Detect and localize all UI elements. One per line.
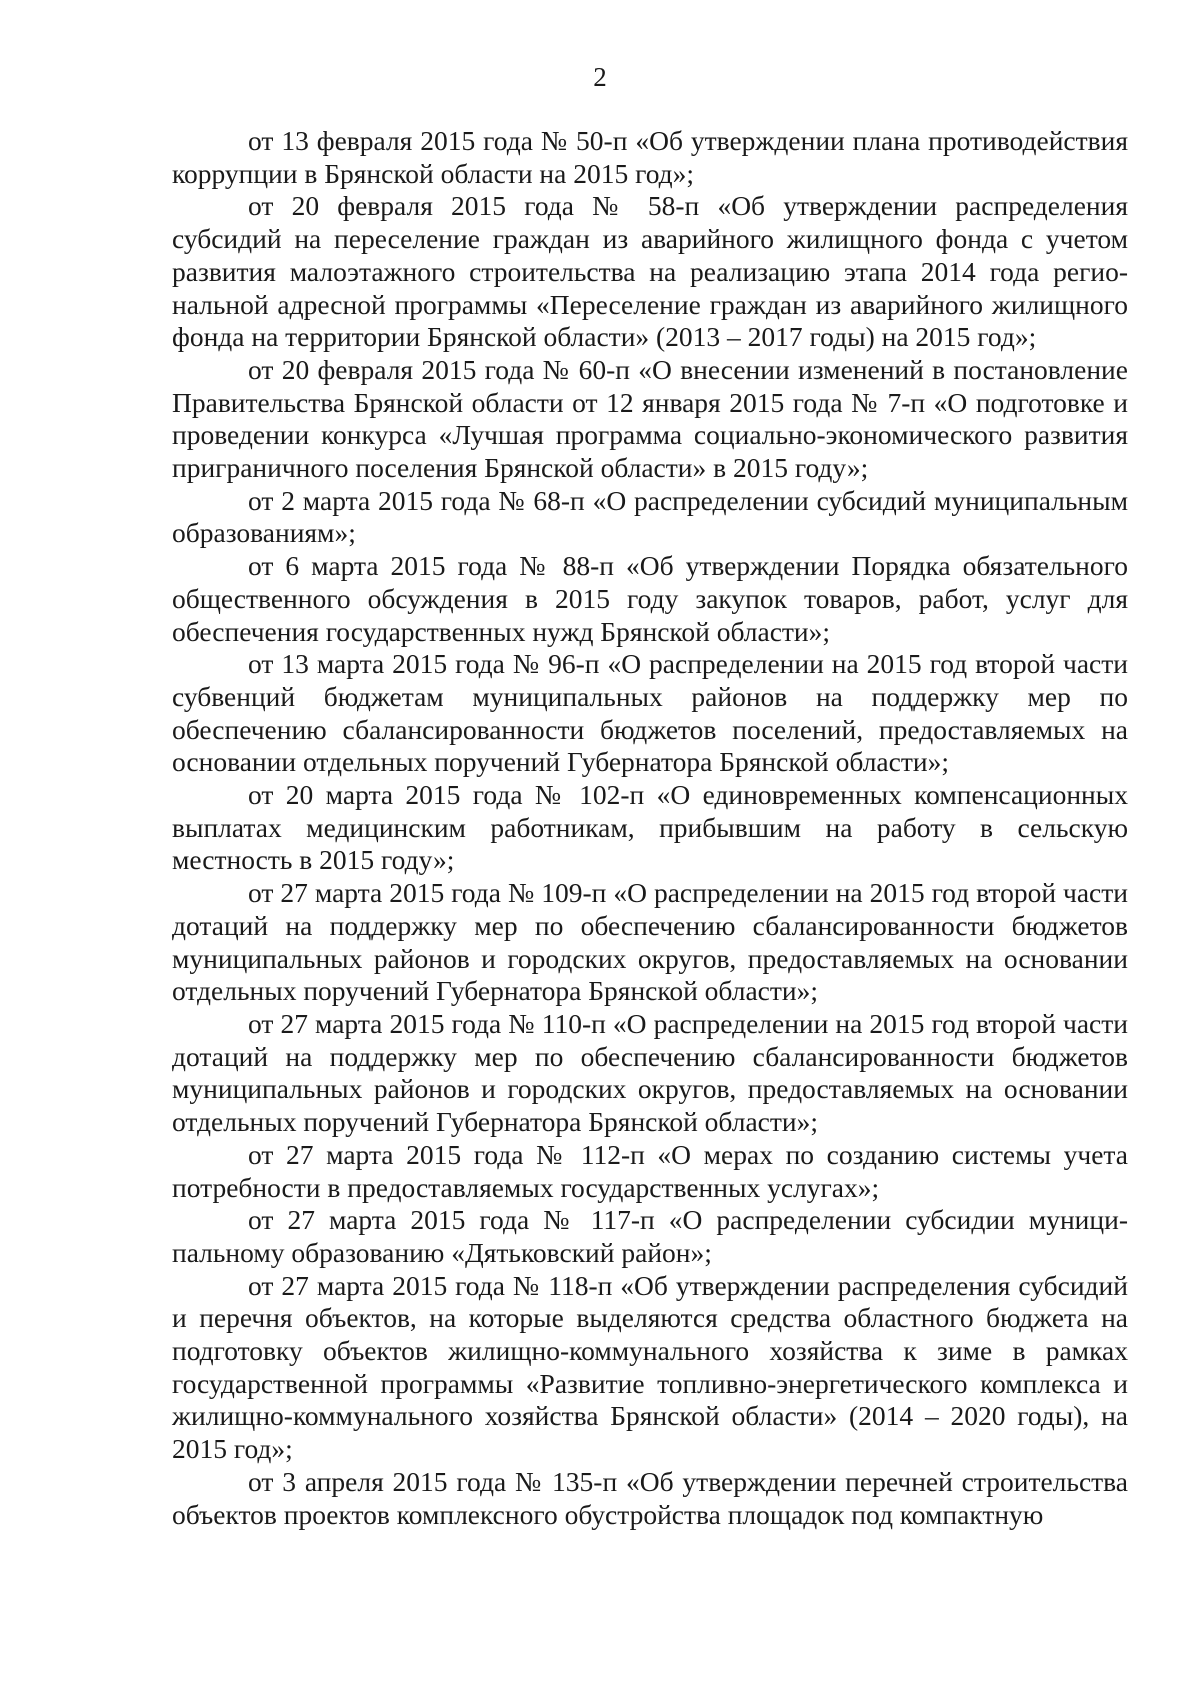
list-item-resolution-50p: от 13 февраля 2015 года № 50-п «Об утверждении плана противодействия коррупции в Брянской области на 2015 год»;	[172, 125, 1128, 189]
list-item-resolution-60p: от 20 февраля 2015 года № 60-п «О внесении изменений в постановление Правительства Брянской области от 12 января 2015 года № 7-п «О подготовке и проведении конкурса «Лучшая программа социально-экономического развития приграничного поселения Брянской области» в 2015 году»;	[172, 353, 1128, 484]
list-item-resolution-109p: от 27 марта 2015 года № 109-п «О распределении на 2015 год второй части дотаций на поддержку мер по обеспечению сбалансированности бюджетов муниципальных районов и городских округов, предоставляемых на основании отдельных поручений Губернатора Брянской области»;	[172, 877, 1128, 1007]
list-item-resolution-117p: от 27 марта 2015 года № 117-п «О распределении субсидии муниципальному образованию «Дятьковский район»;	[172, 1204, 1128, 1268]
list-item-resolution-88p: от 6 марта 2015 года № 88-п «Об утверждении Порядка обязательного общественного обсуждения в 2015 году закупок товаров, работ, услуг для обеспечения государственных нужд Брянской области»;	[172, 550, 1128, 647]
page-number: 2	[593, 62, 607, 92]
list-item-resolution-58p: от 20 февраля 2015 года № 58-п «Об утверждении распределения субсидий на переселение граждан из аварийного жилищного фонда с учетом развития малоэтажного строительства на реализацию этапа 2014 года региональной адресной программы «Переселение граждан из аварийного жилищного фонда на территории Брянской области» (2013 – 2017 годы) на 2015 год»;	[172, 190, 1128, 353]
list-item-resolution-102p: от 20 марта 2015 года № 102-п «О единовременных компенсационных выплатах медицинским работникам, прибывшим на работу в сельскую местность в 2015 году»;	[172, 779, 1128, 876]
list-item-resolution-118p: от 27 марта 2015 года № 118-п «Об утверждении распределения субсидий и перечня объектов, на которые выделяются средства областного бюджета на подготовку объектов жилищно-коммунального хозяйства к зиме в рамках государственной программы «Развитие топливно-энергетического комплекса и жилищно-коммунального хозяйства Брянской области» (2014 – 2020 годы), на 2015 год»;	[172, 1269, 1128, 1465]
document-body	[172, 125, 1128, 1531]
list-item-resolution-68p: от 2 марта 2015 года № 68-п «О распределении субсидий муниципальным образованиям»;	[172, 484, 1128, 549]
list-item-resolution-135p: от 3 апреля 2015 года № 135-п «Об утверждении перечней строительства объектов проектов комплексного обустройства площадок под компактную	[172, 1465, 1128, 1530]
list-item-resolution-112p: от 27 марта 2015 года № 112-п «О мерах по созданию системы учета потребности в предоставляемых государственных услугах»;	[172, 1138, 1128, 1203]
list-item-resolution-96p: от 13 марта 2015 года № 96-п «О распределении на 2015 год второй части субвенций бюджетам муниципальных районов на поддержку мер по обеспечению сбалансированности бюджетов поселений, предоставляемых на основании отдельных поручений Губернатора Брянской области»;	[172, 648, 1128, 778]
list-item-resolution-110p: от 27 марта 2015 года № 110-п «О распределении на 2015 год второй части дотаций на поддержку мер по обеспечению сбалансированности бюджетов муниципальных районов и городских округов, предоставляемых на основании отдельных поручений Губернатора Брянской области»;	[172, 1007, 1128, 1138]
